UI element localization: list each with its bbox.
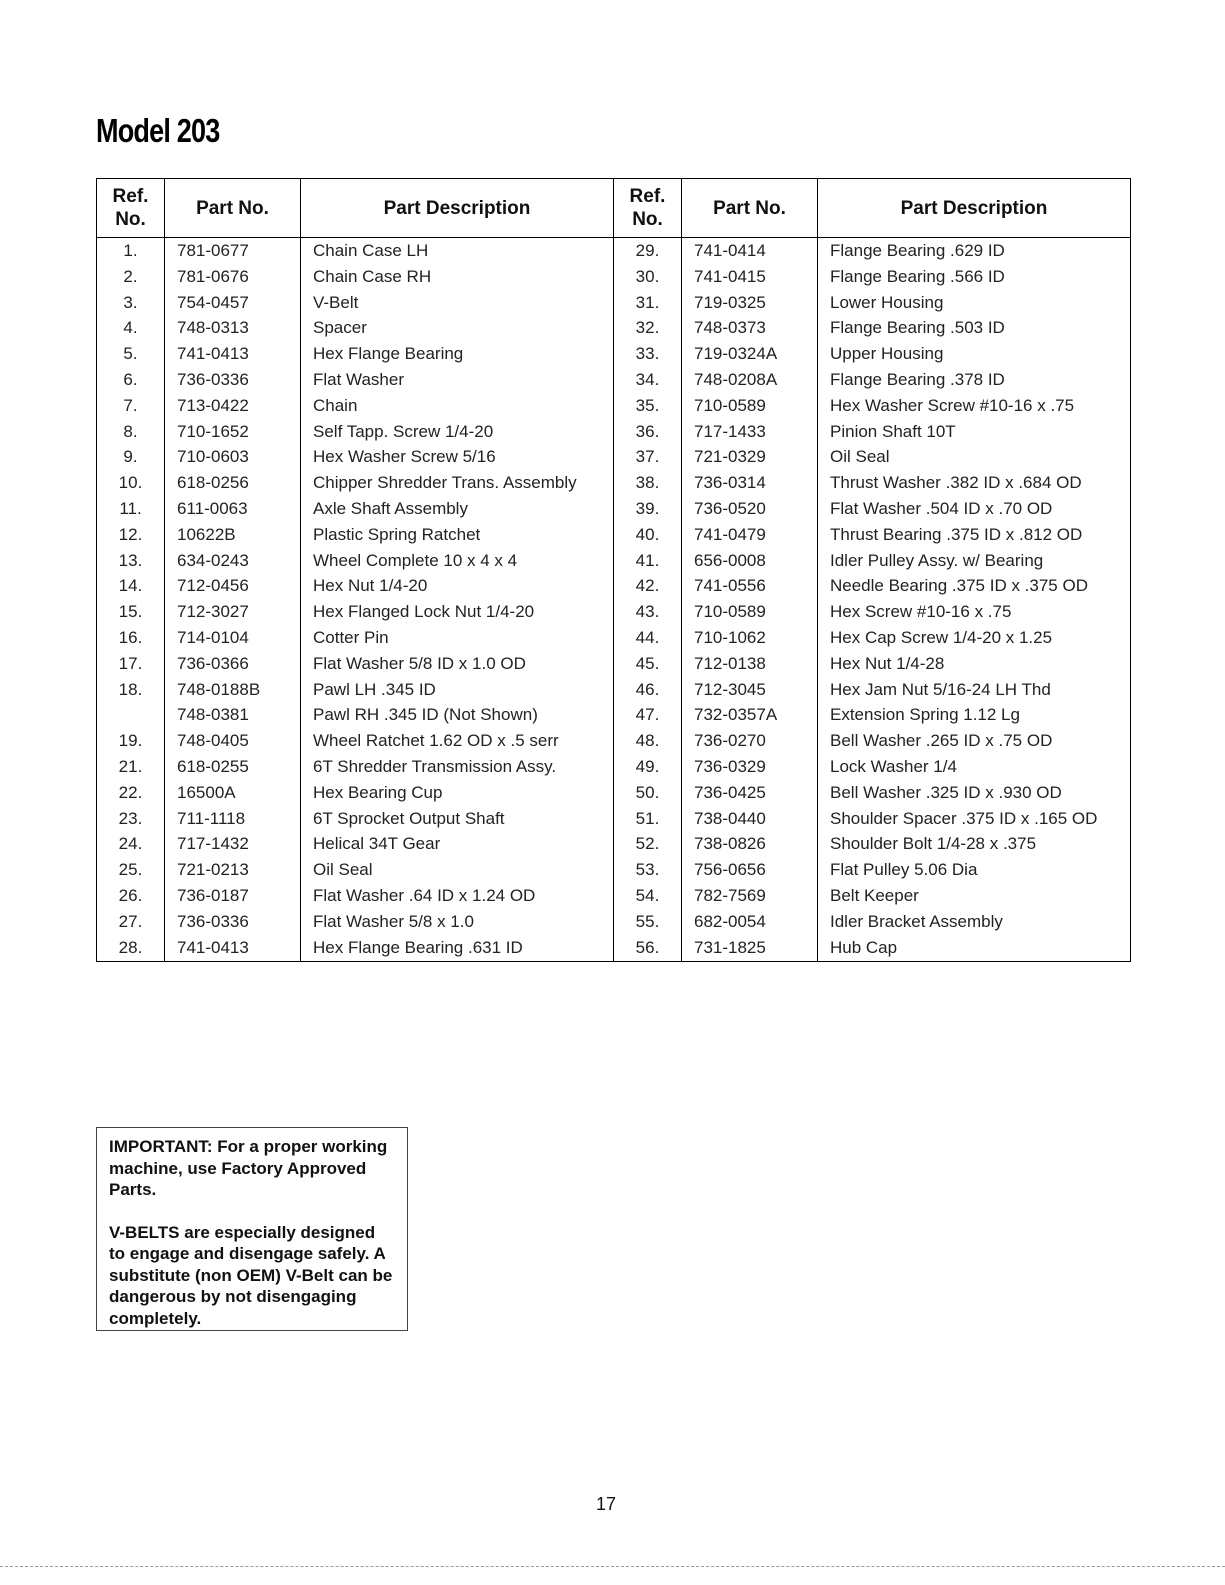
ref-number-right: 40. (614, 522, 682, 548)
part-number-right: 736-0270 (682, 728, 818, 754)
part-description-left: V-Belt (301, 290, 614, 316)
ref-number-left: 13. (97, 548, 165, 574)
table-row (97, 599, 1131, 625)
part-description-right: Hub Cap (818, 935, 1131, 962)
part-number-left: 781-0676 (165, 264, 301, 290)
part-number-right: 710-0589 (682, 393, 818, 419)
part-number-right: 736-0520 (682, 496, 818, 522)
table-row (97, 728, 1131, 754)
part-description-left: Hex Flange Bearing (301, 341, 614, 367)
ref-number-right: 51. (614, 806, 682, 832)
part-description-right: Shoulder Bolt 1/4-28 x .375 (818, 831, 1131, 857)
part-description-right: Flange Bearing .378 ID (818, 367, 1131, 393)
ref-number-left: 6. (97, 367, 165, 393)
part-description-right: Belt Keeper (818, 883, 1131, 909)
part-description-left: 6T Sprocket Output Shaft (301, 806, 614, 832)
table-row (97, 341, 1131, 367)
part-number-left: 736-0187 (165, 883, 301, 909)
table-row (97, 625, 1131, 651)
part-description-right: Hex Washer Screw #10-16 x .75 (818, 393, 1131, 419)
part-number-right: 741-0479 (682, 522, 818, 548)
part-number-left: 16500A (165, 780, 301, 806)
part-number-left: 714-0104 (165, 625, 301, 651)
header-ref-left: Ref. No. (97, 179, 165, 238)
table-row (97, 831, 1131, 857)
ref-number-left: 15. (97, 599, 165, 625)
header-part-no-left: Part No. (165, 179, 301, 238)
ref-number-left: 26. (97, 883, 165, 909)
ref-number-right: 53. (614, 857, 682, 883)
header-part-no-right: Part No. (682, 179, 818, 238)
part-description-left: Chain Case RH (301, 264, 614, 290)
part-number-left: 611-0063 (165, 496, 301, 522)
part-description-left: Hex Flange Bearing .631 ID (301, 935, 614, 962)
ref-number-left (97, 702, 165, 728)
ref-number-right: 55. (614, 909, 682, 935)
ref-number-left: 2. (97, 264, 165, 290)
ref-number-right: 36. (614, 419, 682, 445)
part-number-left: 748-0405 (165, 728, 301, 754)
part-number-right: 719-0325 (682, 290, 818, 316)
part-number-left: 781-0677 (165, 238, 301, 264)
part-description-right: Flange Bearing .629 ID (818, 238, 1131, 264)
part-number-right: 736-0329 (682, 754, 818, 780)
part-description-right: Flange Bearing .566 ID (818, 264, 1131, 290)
ref-number-right: 31. (614, 290, 682, 316)
ref-number-right: 41. (614, 548, 682, 574)
important-note-text: IMPORTANT: For a proper working machine, use Factory Approved Parts. (109, 1137, 388, 1199)
part-description-left: Self Tapp. Screw 1/4-20 (301, 419, 614, 445)
ref-number-left: 17. (97, 651, 165, 677)
part-description-left: Hex Washer Screw 5/16 (301, 444, 614, 470)
part-number-left: 754-0457 (165, 290, 301, 316)
ref-number-right: 43. (614, 599, 682, 625)
part-number-left: 618-0256 (165, 470, 301, 496)
ref-number-right: 39. (614, 496, 682, 522)
part-number-left: 736-0336 (165, 909, 301, 935)
part-number-left: 710-1652 (165, 419, 301, 445)
part-number-left: 748-0313 (165, 315, 301, 341)
part-description-right: Thrust Bearing .375 ID x .812 OD (818, 522, 1131, 548)
part-number-right: 719-0324A (682, 341, 818, 367)
ref-number-left: 5. (97, 341, 165, 367)
ref-number-right: 52. (614, 831, 682, 857)
ref-number-left: 4. (97, 315, 165, 341)
part-number-left: 721-0213 (165, 857, 301, 883)
part-description-right: Hex Nut 1/4-28 (818, 651, 1131, 677)
table-row (97, 573, 1131, 599)
ref-number-right: 44. (614, 625, 682, 651)
part-number-left: 712-3027 (165, 599, 301, 625)
ref-number-left: 14. (97, 573, 165, 599)
part-description-right: Needle Bearing .375 ID x .375 OD (818, 573, 1131, 599)
part-number-left: 712-0456 (165, 573, 301, 599)
table-row (97, 780, 1131, 806)
part-number-left: 710-0603 (165, 444, 301, 470)
part-description-left: Pawl LH .345 ID (301, 677, 614, 703)
header-description-right: Part Description (818, 179, 1131, 238)
part-description-left: Pawl RH .345 ID (Not Shown) (301, 702, 614, 728)
part-description-right: Lock Washer 1/4 (818, 754, 1131, 780)
table-row (97, 470, 1131, 496)
part-description-left: Hex Nut 1/4-20 (301, 573, 614, 599)
table-row (97, 419, 1131, 445)
ref-number-left: 11. (97, 496, 165, 522)
ref-number-right: 54. (614, 883, 682, 909)
part-description-left: Chain Case LH (301, 238, 614, 264)
parts-table-body (97, 238, 1131, 962)
part-description-left: Oil Seal (301, 857, 614, 883)
table-header-row (97, 179, 1131, 238)
part-number-right: 731-1825 (682, 935, 818, 962)
part-number-right: 741-0415 (682, 264, 818, 290)
ref-number-right: 48. (614, 728, 682, 754)
part-number-left: 741-0413 (165, 935, 301, 962)
part-description-left: Spacer (301, 315, 614, 341)
part-number-right: 656-0008 (682, 548, 818, 574)
part-description-right: Idler Pulley Assy. w/ Bearing (818, 548, 1131, 574)
part-number-left: 618-0255 (165, 754, 301, 780)
part-description-left: Flat Washer .64 ID x 1.24 OD (301, 883, 614, 909)
part-number-right: 756-0656 (682, 857, 818, 883)
part-number-right: 712-0138 (682, 651, 818, 677)
part-description-left: 6T Shredder Transmission Assy. (301, 754, 614, 780)
part-description-right: Flange Bearing .503 ID (818, 315, 1131, 341)
part-number-right: 736-0314 (682, 470, 818, 496)
page-bottom-rule (0, 1566, 1225, 1567)
ref-number-right: 38. (614, 470, 682, 496)
ref-number-left: 3. (97, 290, 165, 316)
part-description-left: Plastic Spring Ratchet (301, 522, 614, 548)
part-number-left: 748-0381 (165, 702, 301, 728)
ref-number-left: 22. (97, 780, 165, 806)
part-number-right: 710-0589 (682, 599, 818, 625)
part-description-left: Helical 34T Gear (301, 831, 614, 857)
part-number-right: 717-1433 (682, 419, 818, 445)
part-description-right: Hex Cap Screw 1/4-20 x 1.25 (818, 625, 1131, 651)
table-row (97, 677, 1131, 703)
ref-number-left: 12. (97, 522, 165, 548)
part-description-right: Extension Spring 1.12 Lg (818, 702, 1131, 728)
part-number-right: 712-3045 (682, 677, 818, 703)
ref-number-right: 33. (614, 341, 682, 367)
part-number-right: 710-1062 (682, 625, 818, 651)
ref-number-right: 29. (614, 238, 682, 264)
part-number-left: 736-0336 (165, 367, 301, 393)
part-number-right: 736-0425 (682, 780, 818, 806)
part-description-right: Lower Housing (818, 290, 1131, 316)
part-description-right: Bell Washer .265 ID x .75 OD (818, 728, 1131, 754)
part-description-right: Idler Bracket Assembly (818, 909, 1131, 935)
ref-number-right: 49. (614, 754, 682, 780)
part-number-right: 738-0440 (682, 806, 818, 832)
part-description-left: Wheel Ratchet 1.62 OD x .5 serr (301, 728, 614, 754)
ref-number-left: 21. (97, 754, 165, 780)
part-number-left: 10622B (165, 522, 301, 548)
part-number-right: 732-0357A (682, 702, 818, 728)
part-description-right: Hex Jam Nut 5/16-24 LH Thd (818, 677, 1131, 703)
part-description-left: Hex Bearing Cup (301, 780, 614, 806)
table-row (97, 238, 1131, 264)
part-number-right: 682-0054 (682, 909, 818, 935)
part-number-left: 711-1118 (165, 806, 301, 832)
table-row (97, 909, 1131, 935)
part-description-left: Chipper Shredder Trans. Assembly (301, 470, 614, 496)
table-row (97, 935, 1131, 962)
table-row (97, 883, 1131, 909)
ref-number-left: 1. (97, 238, 165, 264)
part-description-right: Thrust Washer .382 ID x .684 OD (818, 470, 1131, 496)
table-row (97, 367, 1131, 393)
part-number-right: 748-0373 (682, 315, 818, 341)
header-ref-right: Ref. No. (614, 179, 682, 238)
ref-number-right: 35. (614, 393, 682, 419)
important-note-box (96, 1127, 408, 1331)
ref-number-right: 37. (614, 444, 682, 470)
part-description-left: Chain (301, 393, 614, 419)
part-description-left: Flat Washer 5/8 x 1.0 (301, 909, 614, 935)
ref-number-left: 19. (97, 728, 165, 754)
table-row (97, 522, 1131, 548)
part-number-right: 741-0556 (682, 573, 818, 599)
part-description-right: Hex Screw #10-16 x .75 (818, 599, 1131, 625)
ref-number-right: 32. (614, 315, 682, 341)
part-description-right: Upper Housing (818, 341, 1131, 367)
ref-number-right: 50. (614, 780, 682, 806)
table-row (97, 496, 1131, 522)
part-description-right: Flat Washer .504 ID x .70 OD (818, 496, 1131, 522)
ref-number-left: 23. (97, 806, 165, 832)
table-row (97, 315, 1131, 341)
ref-number-right: 46. (614, 677, 682, 703)
ref-number-left: 8. (97, 419, 165, 445)
ref-number-right: 34. (614, 367, 682, 393)
ref-number-right: 45. (614, 651, 682, 677)
part-number-left: 713-0422 (165, 393, 301, 419)
part-description-left: Axle Shaft Assembly (301, 496, 614, 522)
part-number-right: 721-0329 (682, 444, 818, 470)
table-row (97, 393, 1131, 419)
ref-number-left: 10. (97, 470, 165, 496)
ref-number-right: 30. (614, 264, 682, 290)
table-row (97, 264, 1131, 290)
parts-table (96, 178, 1131, 962)
part-number-left: 717-1432 (165, 831, 301, 857)
header-description-left: Part Description (301, 179, 614, 238)
part-description-left: Flat Washer (301, 367, 614, 393)
part-number-left: 741-0413 (165, 341, 301, 367)
part-description-left: Flat Washer 5/8 ID x 1.0 OD (301, 651, 614, 677)
table-row (97, 290, 1131, 316)
part-description-right: Flat Pulley 5.06 Dia (818, 857, 1131, 883)
table-row (97, 754, 1131, 780)
ref-number-left: 18. (97, 677, 165, 703)
part-number-right: 748-0208A (682, 367, 818, 393)
page-number: 17 (595, 1494, 617, 1514)
table-row (97, 702, 1131, 728)
ref-number-left: 16. (97, 625, 165, 651)
table-row (97, 806, 1131, 832)
ref-number-right: 42. (614, 573, 682, 599)
part-description-right: Shoulder Spacer .375 ID x .165 OD (818, 806, 1131, 832)
ref-number-left: 27. (97, 909, 165, 935)
part-number-left: 634-0243 (165, 548, 301, 574)
part-description-left: Cotter Pin (301, 625, 614, 651)
part-description-right: Pinion Shaft 10T (818, 419, 1131, 445)
ref-number-left: 9. (97, 444, 165, 470)
ref-number-left: 24. (97, 831, 165, 857)
part-description-left: Wheel Complete 10 x 4 x 4 (301, 548, 614, 574)
part-description-left: Hex Flanged Lock Nut 1/4-20 (301, 599, 614, 625)
ref-number-left: 28. (97, 935, 165, 962)
part-number-right: 738-0826 (682, 831, 818, 857)
ref-number-right: 56. (614, 935, 682, 962)
page-title: Model 203 (96, 112, 220, 149)
vbelt-warning-text: V-BELTS are especially designed to engage and disengage safely. A substitute (non OEM) V-Belt can be dangerous by not disengaging completely. (109, 1222, 393, 1328)
part-number-right: 782-7569 (682, 883, 818, 909)
part-description-right: Oil Seal (818, 444, 1131, 470)
ref-number-left: 25. (97, 857, 165, 883)
part-number-left: 748-0188B (165, 677, 301, 703)
table-row (97, 651, 1131, 677)
table-row (97, 548, 1131, 574)
ref-number-right: 47. (614, 702, 682, 728)
part-description-right: Bell Washer .325 ID x .930 OD (818, 780, 1131, 806)
part-number-right: 741-0414 (682, 238, 818, 264)
ref-number-left: 7. (97, 393, 165, 419)
table-row (97, 857, 1131, 883)
part-number-left: 736-0366 (165, 651, 301, 677)
table-row (97, 444, 1131, 470)
